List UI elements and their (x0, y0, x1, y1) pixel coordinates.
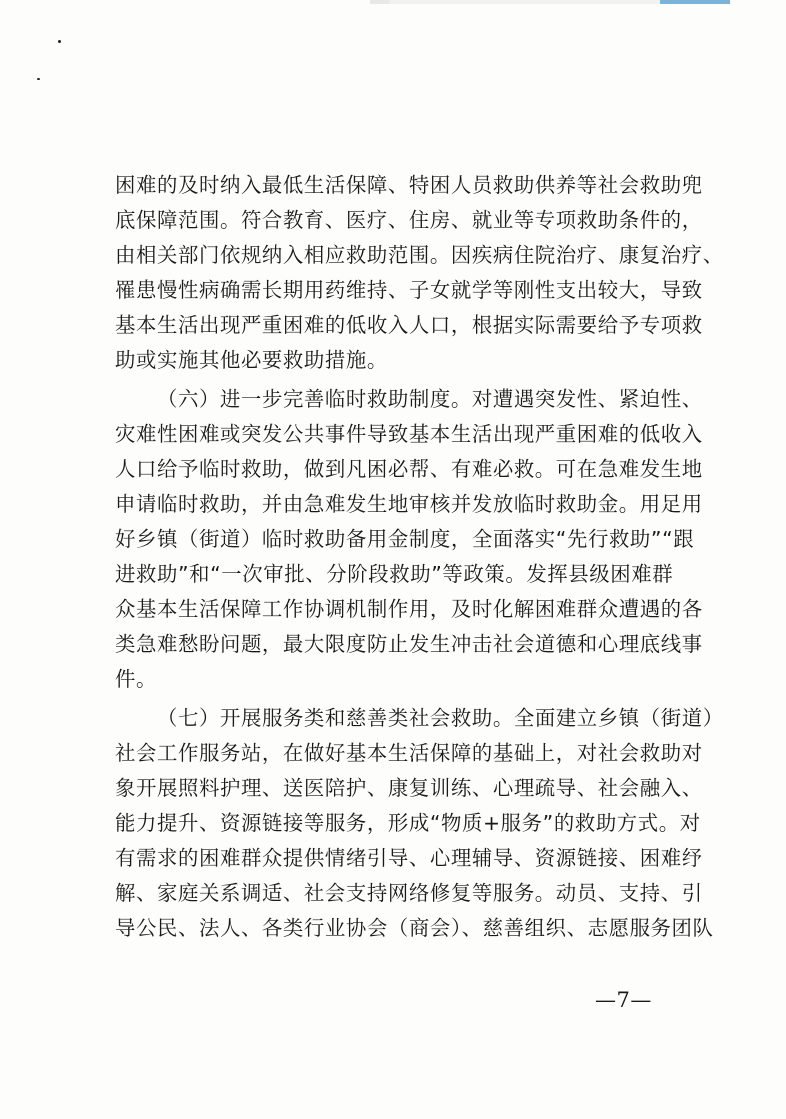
text-line: 申请临时救助，并由急难发生地审核并发放临时救助金。用足用 (115, 492, 703, 516)
text-line: 进救助”和“一次审批、分阶段救助”等政策。发挥县级困难群 (115, 562, 674, 586)
scan-speck (58, 40, 61, 43)
scan-edge-strip (370, 0, 730, 4)
text-line: 社会工作服务站，在做好基本生活保障的基础上，对社会救助对 (115, 741, 703, 765)
section-heading-line: （六）进一步完善临时救助制度。对遭遇突发性、紧迫性、 (157, 387, 703, 411)
text-line: 件。 (115, 667, 157, 691)
text-line: 助或实施其他必要救助措施。 (115, 348, 388, 372)
scan-edge-accent (660, 0, 730, 4)
text-line: 灾难性困难或突发公共事件导致基本生活出现严重困难的低收入 (115, 422, 703, 446)
text-line: 解、家庭关系调适、社会支持网络修复等服务。动员、支持、引 (115, 881, 703, 905)
text-line: 底保障范围。符合教育、医疗、住房、就业等专项救助条件的， (115, 208, 703, 232)
text-line: 象开展照料护理、送医陪护、康复训练、心理疏导、社会融入、 (115, 776, 703, 800)
text-line: 由相关部门依规纳入相应救助范围。因疾病住院治疗、康复治疗、 (115, 243, 724, 267)
section-heading-line: （七）开展服务类和慈善类社会救助。全面建立乡镇（街道） (157, 706, 724, 730)
text-line: 类急难愁盼问题，最大限度防止发生冲击社会道德和心理底线事 (115, 632, 703, 656)
text-line: 基本生活出现严重困难的低收入人口，根据实际需要给予专项救 (115, 313, 703, 337)
text-line: 有需求的困难群众提供情绪引导、心理辅导、资源链接、困难纾 (115, 846, 703, 870)
text-line: 能力提升、资源链接等服务，形成“物质+服务”的救助方式。对 (115, 811, 701, 835)
text-line: 人口给予临时救助，做到凡困必帮、有难必救。可在急难发生地 (115, 457, 703, 481)
text-line: 罹患慢性病确需长期用药维持、子女就学等刚性支出较大，导致 (115, 278, 703, 302)
text-line: 众基本生活保障工作协调机制作用，及时化解困难群众遭遇的各 (115, 597, 703, 621)
text-line: 好乡镇（街道）临时救助备用金制度，全面落实“先行救助”“跟 (115, 527, 695, 551)
text-line: 导公民、法人、各类行业协会（商会）、慈善组织、志愿服务团队 (115, 916, 714, 940)
text-line: 困难的及时纳入最低生活保障、特困人员救助供养等社会救助兜 (115, 173, 703, 197)
page-number: —7— (595, 988, 652, 1012)
document-body (115, 168, 724, 946)
scan-speck (37, 78, 40, 80)
